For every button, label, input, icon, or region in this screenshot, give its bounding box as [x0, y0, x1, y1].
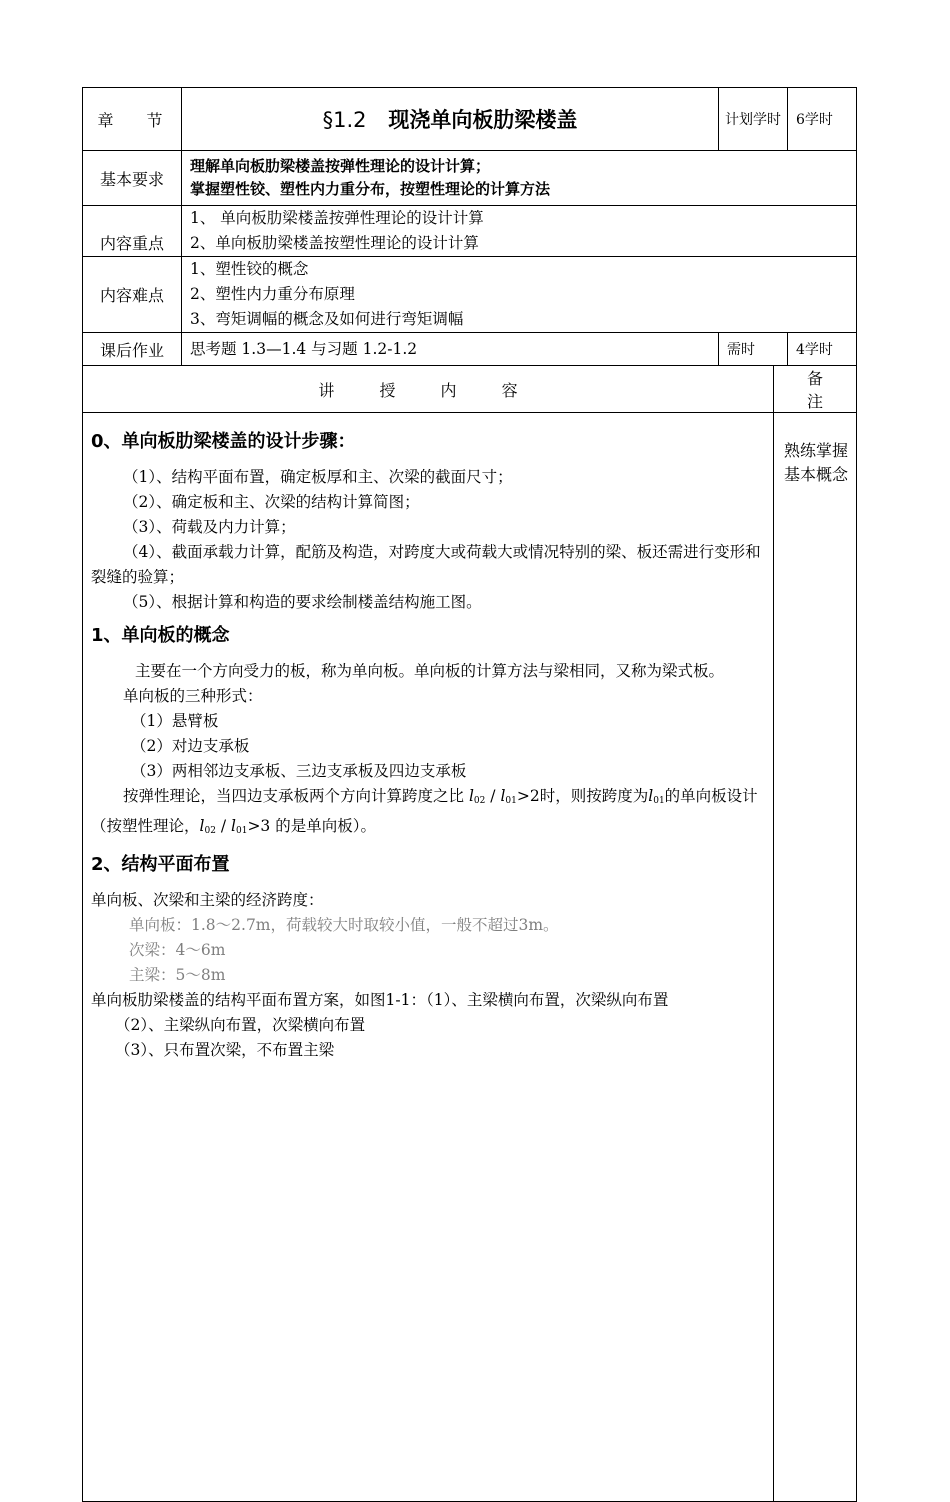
homework-label: 课后作业 — [83, 333, 182, 366]
difficult-points-row — [83, 257, 857, 333]
span-symbol: l — [199, 817, 205, 835]
one-way-slab-definition: 主要在一个方向受力的板，称为单向板。单向板的计算方法与梁相同，又称为梁式板。 — [135, 662, 725, 680]
section-1-heading: 1、单向板的概念 — [91, 625, 230, 646]
economic-span-item: 单向板：1.8～2.7m，荷载较大时取较小值，一般不超过3m。 — [129, 916, 559, 934]
lesson-plan-table — [82, 87, 857, 1502]
economic-span-item: 主梁：5～8m — [129, 966, 226, 984]
key-point-line: 2、单向板肋梁楼盖按塑性理论的设计计算 — [190, 234, 479, 252]
requirement-line: 掌握塑性铰、塑性内力重分布，按塑性理论的计算方法 — [190, 180, 551, 198]
difficult-point-line: 2、塑性内力重分布原理 — [190, 285, 355, 303]
requirements-row — [83, 151, 857, 206]
layout-scheme-item: （2）、主梁纵向布置，次梁横向布置 — [115, 1016, 366, 1034]
span-ratio-rule — [91, 784, 765, 844]
span-symbol: l — [468, 787, 474, 805]
span-subscript: 02 — [204, 826, 216, 836]
chapter-label: 章 节 — [83, 88, 182, 151]
span-subscript: 01 — [505, 796, 517, 806]
step-item: （2）、确定板和主、次梁的结构计算简图； — [123, 493, 420, 511]
page-title — [182, 88, 719, 151]
section-2-heading: 2、结构平面布置 — [91, 854, 230, 875]
remark-note: 熟练掌握基本概念 — [774, 413, 857, 1502]
lecture-header-row — [83, 366, 857, 413]
step-item: （1）、结构平面布置，确定板厚和主、次梁的截面尺寸； — [123, 468, 513, 486]
layout-scheme-intro: 单向板肋梁楼盖的结构平面布置方案，如图1-1：（1）、主梁横向布置，次梁纵向布置 — [91, 991, 669, 1009]
slab-form-item: （2）对边支承板 — [131, 737, 250, 755]
requirement-line: 理解单向板肋梁楼盖按弹性理论的设计计算； — [190, 157, 491, 175]
step-item: （4）、截面承载力计算，配筋及构造，对跨度大或荷载大或情况特别的梁、板还需进行变形和裂缝的验算； — [91, 543, 761, 586]
homework-hours-label: 需时 — [719, 333, 788, 366]
planned-hours-label: 计划学时 — [719, 88, 788, 151]
rule-text: 的单向板设计（按塑性理论， — [91, 787, 758, 835]
economic-span-title: 单向板、次梁和主梁的经济跨度： — [91, 891, 324, 909]
span-symbol: l — [231, 817, 236, 835]
homework-value: 思考题 1.3—1.4 与习题 1.2-1.2 — [182, 333, 719, 366]
difficult-point-line: 1、塑性铰的概念 — [190, 260, 309, 278]
note-header: 备 注 — [774, 366, 857, 413]
lecture-content-row — [83, 413, 857, 1502]
lecture-content — [83, 413, 774, 1502]
slash: / — [485, 787, 501, 805]
span-symbol: l — [648, 787, 654, 805]
planned-hours-value: 6学时 — [788, 88, 857, 151]
rule-text: 按弹性理论，当四边支承板两个方向计算跨度之比 — [123, 787, 465, 805]
slash: / — [215, 817, 232, 835]
section-0-heading: 0、单向板肋梁楼盖的设计步骤： — [91, 431, 356, 452]
key-points-label: 内容重点 — [83, 206, 182, 257]
slab-form-item: （3）两相邻边支承板、三边支承板及四边支承板 — [131, 762, 467, 780]
key-points-row — [83, 206, 857, 257]
ratio-threshold: >2 — [516, 787, 540, 805]
rule-text: 的是单向板）。 — [275, 817, 376, 835]
span-subscript: 01 — [235, 826, 248, 836]
section-title: 现浇单向板肋梁楼盖 — [388, 108, 578, 132]
economic-span-item: 次梁：4～6m — [129, 941, 226, 959]
difficult-point-line: 3、弯矩调幅的概念及如何进行弯矩调幅 — [190, 310, 464, 328]
homework-row — [83, 333, 857, 366]
lecture-header: 讲 授 内 容 — [83, 366, 774, 413]
ratio-threshold: >3 — [247, 817, 271, 835]
key-point-line: 1、 单向板肋梁楼盖按弹性理论的设计计算 — [190, 209, 484, 227]
requirements-label: 基本要求 — [83, 151, 182, 206]
step-item: （3）、荷载及内力计算； — [123, 518, 296, 536]
header-row — [83, 88, 857, 151]
requirements-text — [182, 151, 857, 206]
slab-forms-title: 单向板的三种形式： — [123, 687, 263, 705]
key-points-text — [182, 206, 857, 257]
section-number: §1.2 — [322, 108, 367, 132]
span-subscript: 02 — [473, 796, 486, 806]
layout-scheme-item: （3）、只布置次梁，不布置主梁 — [115, 1041, 335, 1059]
difficult-points-label: 内容难点 — [83, 257, 182, 333]
rule-text: 时，则按跨度为 — [539, 787, 649, 805]
step-item: （5）、根据计算和构造的要求绘制楼盖结构施工图。 — [123, 593, 482, 611]
span-subscript: 01 — [653, 796, 665, 806]
homework-hours-value: 4学时 — [788, 333, 857, 366]
slab-form-item: （1）悬臂板 — [131, 712, 219, 730]
difficult-points-text — [182, 257, 857, 333]
span-symbol: l — [500, 787, 506, 805]
